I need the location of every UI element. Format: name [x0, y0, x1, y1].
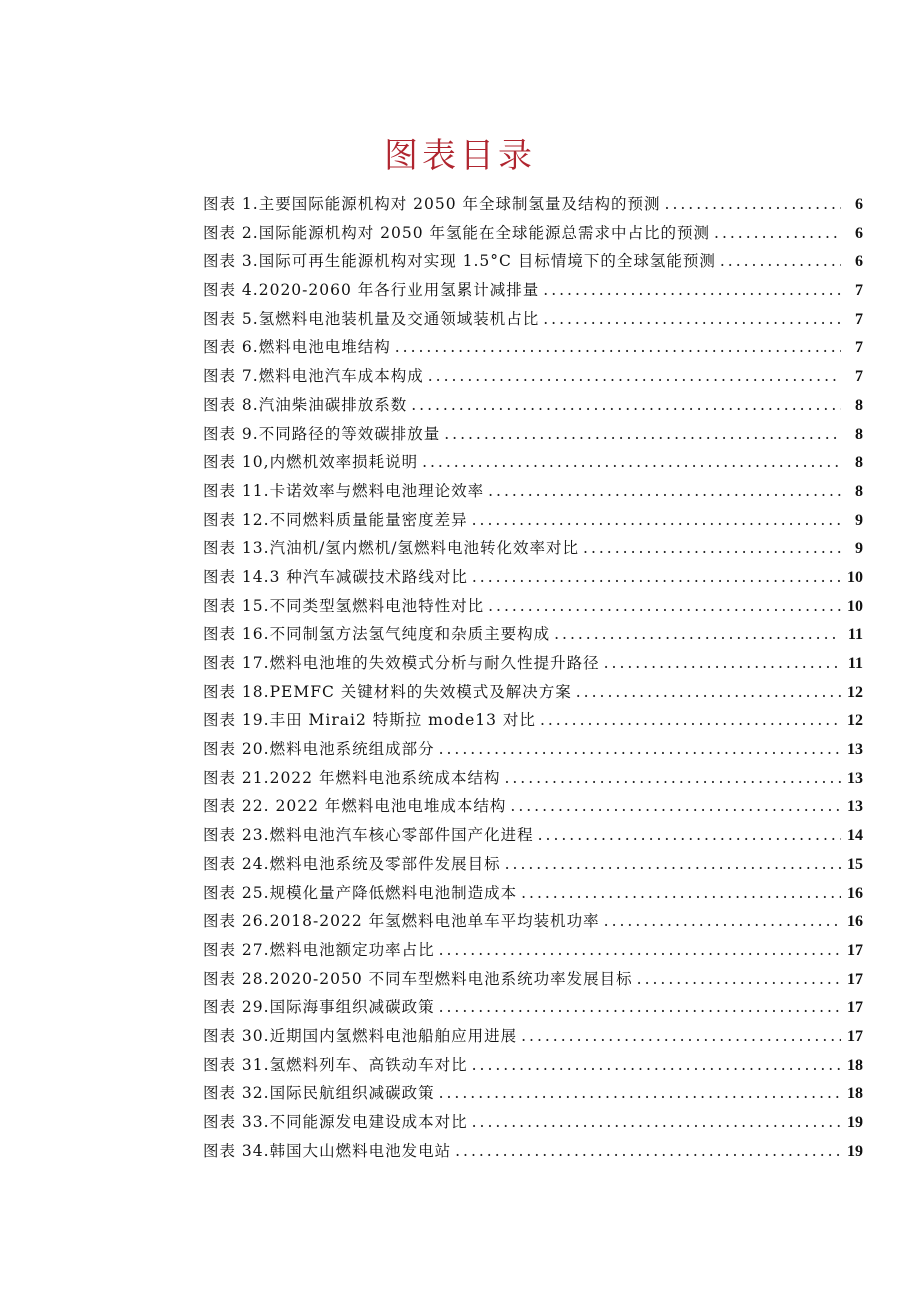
toc-page-number: 17 [847, 941, 863, 959]
toc-page-number: 13 [847, 741, 863, 759]
toc-entry-label: 图表 32.国际民航组织减碳政策 [203, 1084, 435, 1103]
toc-entry[interactable] [203, 278, 863, 307]
toc-entry[interactable] [203, 565, 863, 594]
toc-dot-leader [521, 1027, 841, 1045]
toc-page-number: 10 [847, 568, 863, 586]
toc-page-number: 6 [855, 253, 863, 271]
toc-entry-label: 图表 23.燃料电池汽车核心零部件国产化进程 [203, 826, 534, 845]
toc-entry-label: 图表 4.2020-2060 年各行业用氢累计减排量 [203, 281, 540, 300]
toc-entry[interactable] [203, 881, 863, 910]
toc-entry-label: 图表 2.国际能源机构对 2050 年氢能在全球能源总需求中占比的预测 [203, 223, 711, 242]
toc-entry[interactable] [203, 221, 863, 250]
toc-entry[interactable] [203, 852, 863, 881]
toc-entry-label: 图表 9.不同路径的等效碳排放量 [203, 424, 441, 443]
toc-entry-label: 图表 3.国际可再生能源机构对实现 1.5°C 目标情境下的全球氢能预测 [203, 252, 716, 271]
toc-entry-label: 图表 6.燃料电池电堆结构 [203, 338, 391, 357]
toc-dot-leader [540, 711, 841, 729]
toc-page-number: 7 [855, 310, 863, 328]
toc-page-number: 7 [855, 368, 863, 386]
toc-dot-leader [439, 998, 841, 1016]
toc-dot-leader [665, 195, 841, 213]
toc-entry[interactable] [203, 364, 863, 393]
toc-page-number: 9 [855, 511, 863, 529]
toc-entry-label: 图表 28.2020-2050 不同车型燃料电池系统功率发展目标 [203, 969, 633, 988]
toc-page-number: 6 [855, 196, 863, 213]
toc-entry-label: 图表 13.汽油机/氢内燃机/氢燃料电池转化效率对比 [203, 539, 580, 558]
toc-page-number: 15 [847, 855, 863, 873]
toc-entry[interactable] [203, 1053, 863, 1082]
toc-dot-leader [720, 252, 841, 270]
toc-entry[interactable] [203, 393, 863, 422]
toc-page-number: 18 [847, 1056, 863, 1074]
toc-entry-label: 图表 12.不同燃料质量能量密度差异 [203, 510, 468, 529]
toc-dot-leader [455, 1142, 841, 1160]
toc-dot-leader [422, 453, 841, 471]
toc-dot-leader [444, 425, 841, 443]
toc-entry-label: 图表 16.不同制氢方法氢气纯度和杂质主要构成 [203, 625, 551, 644]
toc-dot-leader [604, 654, 841, 672]
toc-page-number: 10 [847, 597, 863, 615]
toc-page-number: 7 [855, 282, 863, 300]
toc-entry[interactable] [203, 1024, 863, 1053]
toc-entry-label: 图表 26.2018-2022 年氢燃料电池单车平均装机功率 [203, 912, 600, 931]
toc-dot-leader [488, 597, 841, 615]
toc-entry-label: 图表 11.卡诺效率与燃料电池理论效率 [203, 481, 485, 500]
toc-dot-leader [521, 884, 841, 902]
toc-dot-leader [472, 568, 841, 586]
toc-dot-leader [543, 281, 841, 299]
toc-entry-label: 图表 14.3 种汽车减碳技术路线对比 [203, 567, 468, 586]
toc-dot-leader [505, 855, 841, 873]
toc-entry-label: 图表 22. 2022 年燃料电池电堆成本结构 [203, 797, 507, 816]
toc-entry[interactable] [203, 450, 863, 479]
toc-entry-label: 图表 24.燃料电池系统及零部件发展目标 [203, 854, 501, 873]
toc-entry-label: 图表 5.氢燃料电池装机量及交通领域装机占比 [203, 309, 540, 328]
toc-dot-leader [576, 683, 841, 701]
toc-entry-label: 图表 18.PEMFC 关键材料的失效模式及解决方案 [203, 682, 572, 701]
toc-entry[interactable] [203, 651, 863, 680]
toc-entry-label: 图表 1.主要国际能源机构对 2050 年全球制氢量及结构的预测 [203, 195, 661, 213]
toc-entry[interactable] [203, 536, 863, 565]
toc-dot-leader [583, 539, 841, 557]
toc-page-number: 16 [847, 884, 863, 902]
toc-dot-leader [472, 1113, 841, 1131]
toc-entry[interactable] [203, 249, 863, 278]
toc-dot-leader [637, 970, 841, 988]
toc-page-number: 8 [855, 454, 863, 472]
toc-dot-leader [395, 338, 841, 356]
toc-entry-label: 图表 7.燃料电池汽车成本构成 [203, 367, 424, 386]
toc-dot-leader [439, 1084, 841, 1102]
toc-page-number: 13 [847, 798, 863, 816]
toc-entry-label: 图表 21.2022 年燃料电池系统成本结构 [203, 768, 501, 787]
toc-dot-leader [604, 912, 841, 930]
toc-entry-label: 图表 31.氢燃料列车、高铁动车对比 [203, 1055, 468, 1074]
toc-entry-label: 图表 30.近期国内氢燃料电池船舶应用进展 [203, 1026, 518, 1045]
toc-dot-leader [510, 797, 841, 815]
toc-page-number: 16 [847, 913, 863, 931]
toc-entry-label: 图表 19.丰田 Mirai2 特斯拉 mode13 对比 [203, 711, 536, 730]
toc-entry[interactable] [203, 192, 863, 221]
toc-entry-label: 图表 29.国际海事组织减碳政策 [203, 998, 435, 1017]
toc-entry-label: 图表 8.汽油柴油碳排放系数 [203, 395, 408, 414]
toc-entry[interactable] [203, 1139, 863, 1168]
toc-dot-leader [504, 769, 841, 787]
toc-entry-label: 图表 17.燃料电池堆的失效模式分析与耐久性提升路径 [203, 654, 600, 672]
toc-page-number: 9 [855, 540, 863, 558]
toc-entry-label: 图表 33.不同能源发电建设成本对比 [203, 1113, 468, 1131]
toc-page-number: 17 [847, 999, 863, 1017]
toc-entry[interactable] [203, 422, 863, 451]
toc-page-number: 12 [847, 683, 863, 701]
toc-entry[interactable] [203, 335, 863, 364]
toc-entry-label: 图表 20.燃料电池系统组成部分 [203, 740, 435, 759]
toc-page-number: 8 [855, 425, 863, 443]
toc-entry[interactable] [203, 766, 863, 795]
toc-page-number: 17 [847, 970, 863, 988]
toc-entry[interactable] [203, 622, 863, 651]
toc-entry[interactable] [203, 508, 863, 537]
toc-page-number: 12 [847, 712, 863, 730]
toc-entry[interactable] [203, 680, 863, 709]
toc-page-number: 13 [847, 769, 863, 787]
toc-entry-label: 图表 25.规模化量产降低燃料电池制造成本 [203, 883, 518, 902]
toc-page-number: 7 [855, 339, 863, 357]
toc-dot-leader [472, 511, 841, 529]
toc-dot-leader [554, 625, 841, 643]
toc-page-number: 11 [847, 626, 863, 644]
toc-dot-leader [488, 482, 841, 500]
toc-entry[interactable] [203, 995, 863, 1024]
toc-entry-label: 图表 27.燃料电池额定功率占比 [203, 940, 435, 959]
toc-dot-leader [472, 1056, 841, 1074]
toc-entry-label: 图表 15.不同类型氢燃料电池特性对比 [203, 596, 485, 615]
toc-entry[interactable] [203, 594, 863, 623]
toc-entry-label: 图表 34.韩国大山燃料电池发电站 [203, 1141, 452, 1160]
toc-entry[interactable] [203, 967, 863, 996]
toc-page-number: 11 [847, 655, 863, 672]
toc-entry[interactable] [203, 794, 863, 823]
toc-entry[interactable] [203, 479, 863, 508]
toc-page-number: 14 [847, 827, 863, 845]
toc-dot-leader [439, 941, 841, 959]
toc-page-number: 18 [847, 1085, 863, 1103]
toc-entry[interactable] [203, 737, 863, 766]
toc-page-number: 8 [855, 482, 863, 500]
toc-list [203, 192, 863, 1167]
toc-page-number: 17 [847, 1027, 863, 1045]
toc-dot-leader [411, 396, 841, 414]
toc-dot-leader [439, 740, 841, 758]
toc-entry[interactable] [203, 307, 863, 336]
toc-dot-leader [538, 826, 841, 844]
toc-page-number: 8 [855, 396, 863, 414]
toc-dot-leader [543, 310, 841, 328]
page-title: 图表目录 [384, 136, 536, 176]
toc-entry[interactable] [203, 1081, 863, 1110]
toc-page-number: 6 [855, 224, 863, 242]
toc-entry[interactable] [203, 823, 863, 852]
toc-page-number: 19 [847, 1142, 863, 1160]
toc-dot-leader [428, 367, 841, 385]
toc-entry[interactable] [203, 909, 863, 938]
toc-entry[interactable] [203, 708, 863, 737]
toc-entry-label: 图表 10,内燃机效率损耗说明 [203, 453, 419, 472]
toc-page-number: 19 [847, 1114, 863, 1131]
toc-entry[interactable] [203, 938, 863, 967]
toc-entry[interactable] [203, 1110, 863, 1139]
toc-dot-leader [714, 224, 841, 242]
